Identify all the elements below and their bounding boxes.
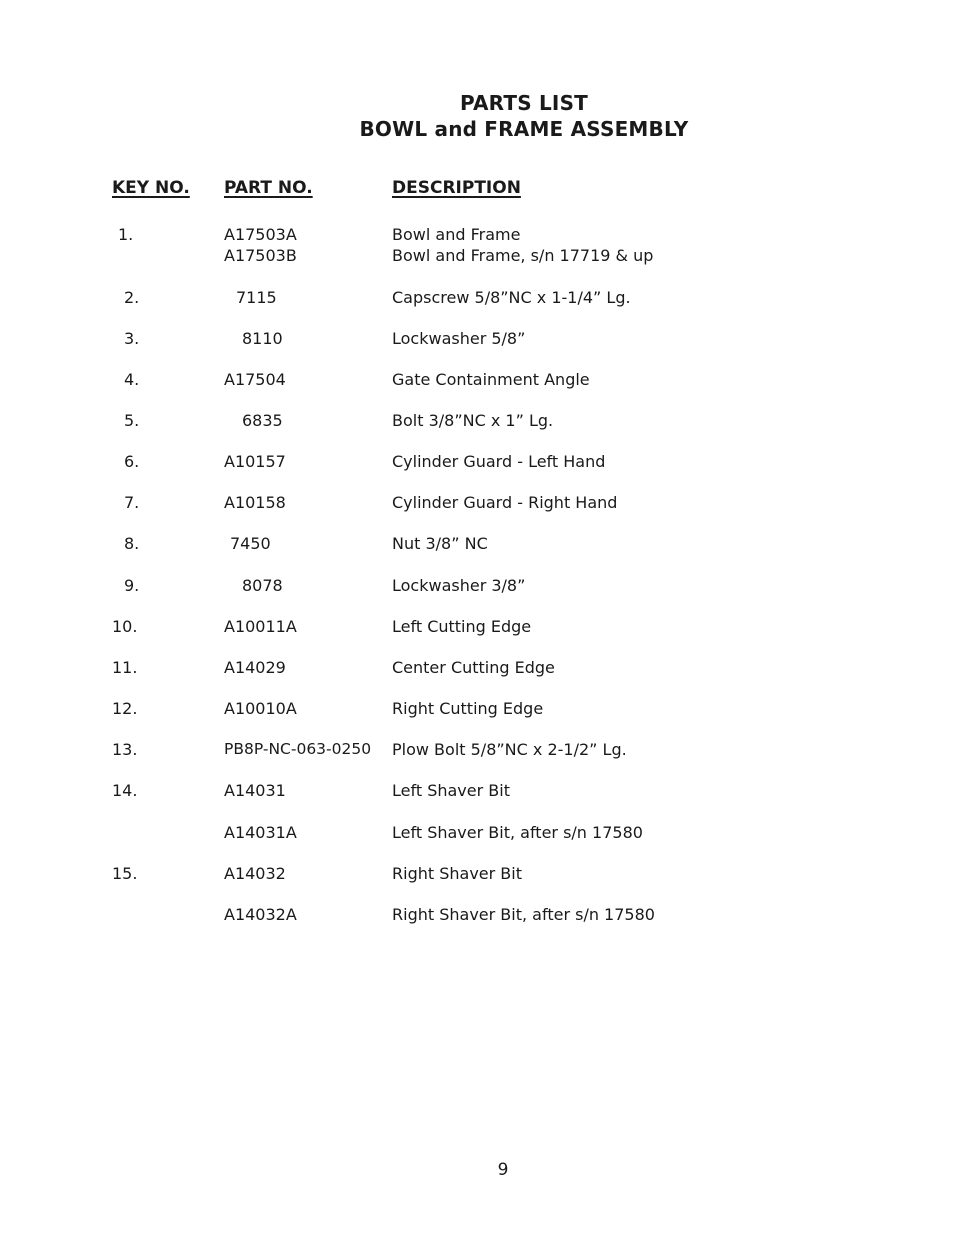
- part-no: A10158: [224, 493, 286, 512]
- part-no: A17503B: [224, 246, 297, 265]
- key-no: 6.: [124, 452, 140, 471]
- part-no: A14032A: [224, 905, 297, 924]
- description: Right Cutting Edge: [392, 699, 544, 718]
- key-no: 7.: [124, 493, 140, 512]
- key-no: 14.: [112, 781, 138, 800]
- part-no: A14032: [224, 864, 286, 883]
- description: Nut 3/8” NC: [392, 534, 488, 553]
- header-key-no: KEY NO.: [112, 178, 190, 198]
- header-description: DESCRIPTION: [392, 178, 521, 198]
- description: Cylinder Guard - Left Hand: [392, 452, 606, 471]
- description: Cylinder Guard - Right Hand: [392, 493, 618, 512]
- description: Left Shaver Bit: [392, 781, 510, 800]
- part-no: PB8P-NC-063-0250: [224, 740, 372, 758]
- part-no: A17504: [224, 370, 286, 389]
- key-no: 12.: [112, 699, 138, 718]
- part-no: A17503A: [224, 225, 297, 244]
- description: Right Shaver Bit, after s/n 17580: [392, 905, 655, 924]
- description: Lockwasher 3/8”: [392, 576, 526, 595]
- part-no: A14031: [224, 781, 286, 800]
- key-no: 9.: [124, 576, 140, 595]
- key-no: 8.: [124, 534, 140, 553]
- part-no: A14029: [224, 658, 286, 677]
- title-parts-list: PARTS LIST: [459, 91, 589, 115]
- description: Left Shaver Bit, after s/n 17580: [392, 823, 643, 842]
- description: Gate Containment Angle: [392, 370, 590, 389]
- description: Center Cutting Edge: [392, 658, 555, 677]
- key-no: 5.: [124, 411, 140, 430]
- key-no: 3.: [124, 329, 140, 348]
- key-no: 2.: [124, 288, 140, 307]
- part-no: 8078: [242, 576, 283, 595]
- key-no: 1.: [118, 225, 134, 244]
- key-no: 4.: [124, 370, 140, 389]
- description: Bolt 3/8”NC x 1” Lg.: [392, 411, 554, 430]
- part-no: A10011A: [224, 617, 297, 636]
- key-no: 15.: [112, 864, 138, 883]
- description: Right Shaver Bit: [392, 864, 522, 883]
- description: Left Cutting Edge: [392, 617, 532, 636]
- header-part-no: PART NO.: [224, 178, 313, 198]
- page-number: 9: [497, 1160, 509, 1180]
- part-no: 7115: [236, 288, 277, 307]
- part-no: 6835: [242, 411, 283, 430]
- part-no: A10157: [224, 452, 286, 471]
- description: Plow Bolt 5/8”NC x 2-1/2” Lg.: [392, 740, 627, 759]
- part-no: A14031A: [224, 823, 297, 842]
- part-no: 8110: [242, 329, 283, 348]
- key-no: 11.: [112, 658, 138, 677]
- description: Capscrew 5/8”NC x 1-1/4” Lg.: [392, 288, 631, 307]
- description: Lockwasher 5/8”: [392, 329, 526, 348]
- key-no: 13.: [112, 740, 138, 759]
- part-no: 7450: [230, 534, 271, 553]
- key-no: 10.: [112, 617, 138, 636]
- description: Bowl and Frame, s/n 17719 & up: [392, 246, 654, 265]
- title-bowl-frame-assembly: BOWL and FRAME ASSEMBLY: [359, 117, 689, 141]
- description: Bowl and Frame: [392, 225, 521, 244]
- part-no: A10010A: [224, 699, 297, 718]
